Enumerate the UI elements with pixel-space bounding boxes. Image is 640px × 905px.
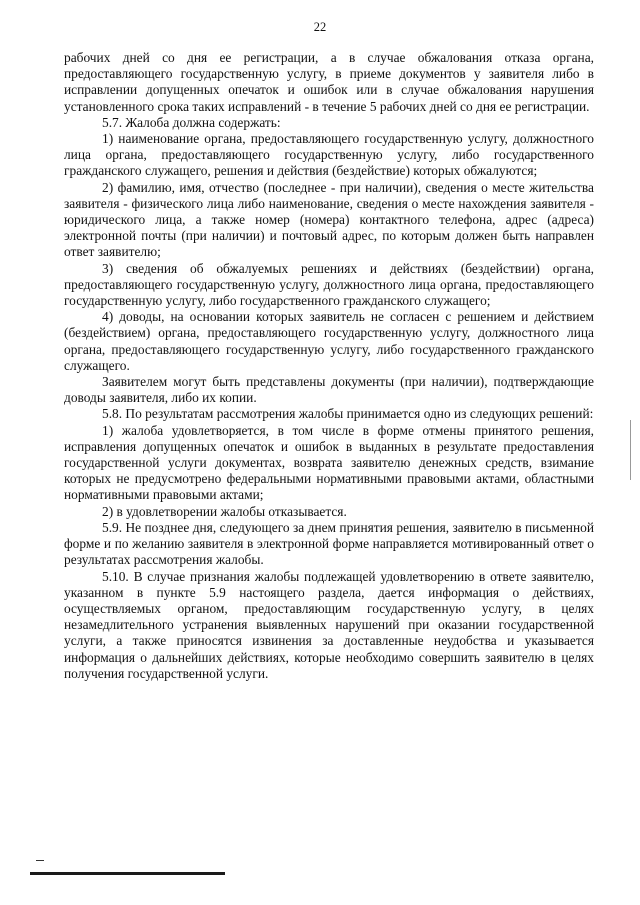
- paragraph-5-7-item-3: 3) сведения об обжалуемых решениях и действиях (бездействии) органа, предоставляющего государственную услугу, должностного лица органа, предоставляющего государственную услугу, либо государственного гражданского служащего;: [64, 260, 594, 309]
- paragraph-5-7-item-2: 2) фамилию, имя, отчество (последнее - при наличии), сведения о месте жительства заявителя - физического лица либо наименование, сведения о месте нахождения заявителя - юридического лица, а также номер (номера) контактного телефона, адрес (адреса) электронной почты (при наличии) и почтовый адрес, по которым должен быть направлен ответ заявителю;: [64, 179, 594, 260]
- paragraph-5-8-item-2: 2) в удовлетворении жалобы отказывается.: [102, 503, 347, 519]
- paragraph-5-7-heading: 5.7. Жалоба должна содержать:: [102, 114, 281, 130]
- paragraph-5-9: 5.9. Не позднее дня, следующего за днем принятия решения, заявителю в письменной форме и по желанию заявителя в электронной форме направляется мотивированный ответ о результатах рассмотрения жалобы.: [64, 519, 594, 568]
- footer-rule: [30, 872, 225, 875]
- document-body: [64, 50, 594, 682]
- paragraph-5-7-item-4: 4) доводы, на основании которых заявитель не согласен с решением и действием (бездействием) органа, предоставляющего государственную услугу, должностного лица органа, предоставляющего государственную услугу, либо государственного гражданского служащего.: [64, 309, 594, 373]
- paragraph-5-8-heading: 5.8. По результатам рассмотрения жалобы принимается одно из следующих решений:: [102, 406, 594, 422]
- scan-edge-mark: [630, 420, 631, 480]
- paragraph-5-10: 5.10. В случае признания жалобы подлежащей удовлетворению в ответе заявителю, указанном в пункте 5.9 настоящего раздела, дается информация о действиях, осуществляемых органом, предоставляющим государственную услугу, в целях незамедлительного устранения выявленных нарушений при оказании государственной услуги, а также приносятся извинения за доставленные неудобства и указывается информация о дальнейших действиях, которые необходимо совершить заявителю в целях получения государственной услуги.: [64, 568, 594, 681]
- paragraph-5-7-item-1: 1) наименование органа, предоставляющего государственную услугу, должностного лица органа, предоставляющего государственную услугу, либо государственного гражданского служащего, решения и действия (бездействие) которых обжалуются;: [64, 131, 594, 179]
- paragraph-continuation: рабочих дней со дня ее регистрации, а в случае обжалования отказа органа, предоставляющего государственную услугу, в приеме документов у заявителя либо в исправлении допущенных опечаток и ошибок или в случае обжалования нарушения установленного срока таких исправлений - в течение 5 рабочих дней со дня ее регистрации.: [64, 50, 594, 114]
- paragraph-5-8-item-1: 1) жалоба удовлетворяется, в том числе в форме отмены принятого решения, исправления допущенных опечаток и ошибок в выданных в результате предоставления государственной услуги документах, возврата заявителю денежных средств, взимание которых не предусмотрено федеральными нормативными правовыми актами, областными нормативными правовыми актами;: [64, 422, 594, 503]
- footer-short-rule: [36, 860, 44, 861]
- page-number: 22: [313, 20, 327, 34]
- paragraph-documents-note: Заявителем могут быть представлены документы (при наличии), подтверждающие доводы заявителя, либо их копии.: [64, 374, 594, 406]
